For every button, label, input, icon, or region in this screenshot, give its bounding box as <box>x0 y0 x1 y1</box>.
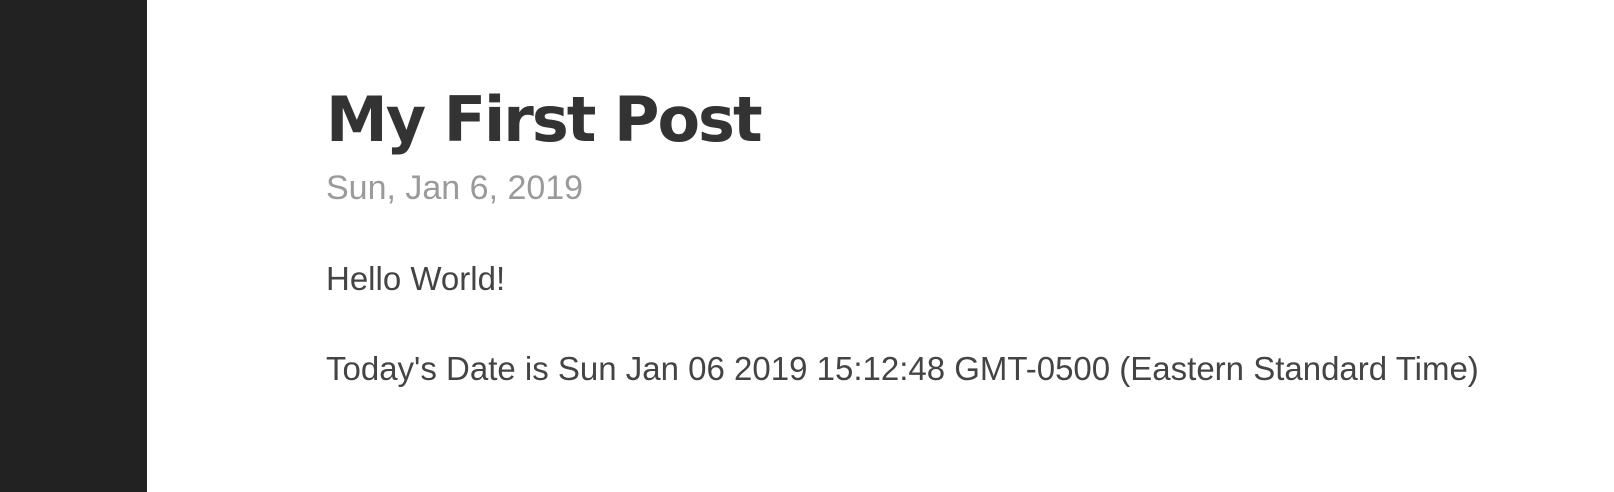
post-content <box>326 82 1574 438</box>
post-paragraph-date: Today's Date is Sun Jan 06 2019 15:12:48 GMT-0500 (Eastern Standard Time) <box>326 350 1479 387</box>
post-title: My First Post <box>326 83 761 156</box>
post-body <box>326 258 1574 390</box>
post-paragraph-hello: Hello World! <box>326 260 506 297</box>
post-date: Sun, Jan 6, 2019 <box>326 169 584 207</box>
sidebar <box>0 0 147 492</box>
